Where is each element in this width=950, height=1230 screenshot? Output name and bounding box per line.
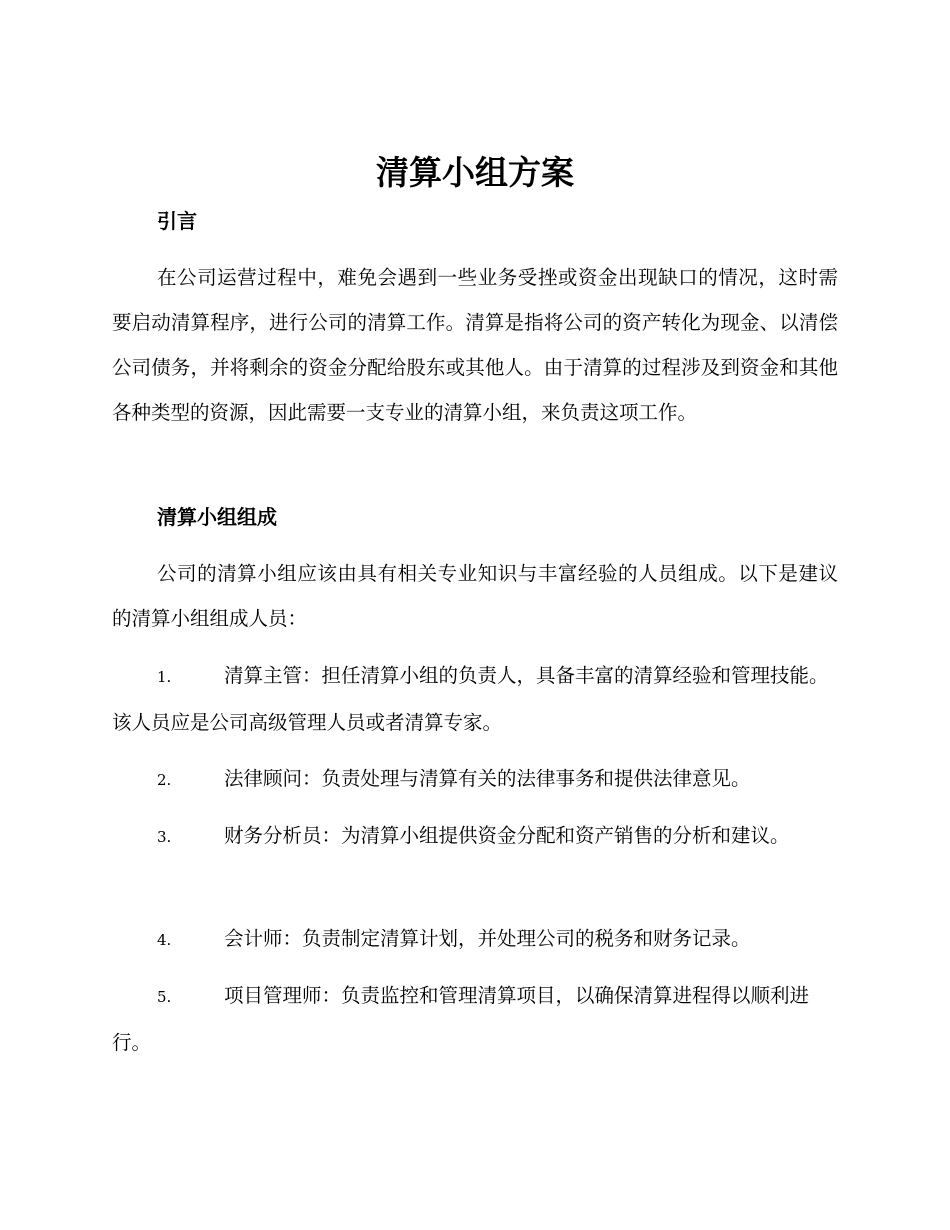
- document-title: 清算小组方案: [376, 153, 574, 192]
- list-number: 3.: [157, 828, 172, 846]
- list-number: 4.: [157, 931, 172, 949]
- list-number: 1.: [157, 668, 172, 686]
- list-item: [112, 916, 838, 963]
- list-item: [112, 813, 838, 860]
- team-heading: 清算小组组成: [157, 505, 277, 529]
- intro-heading: 引言: [157, 209, 197, 233]
- list-item: [112, 756, 838, 803]
- list-text: 财务分析员：为清算小组提供资金分配和资产销售的分析和建议。: [224, 824, 790, 847]
- intro-paragraph: 在公司运营过程中，难免会遇到一些业务受挫或资金出现缺口的情况，这时需要启动清算程序，进行公司的清算工作。清算是指将公司的资产转化为现金、以清偿公司债务，并将剩余的资金分配给股东或其他人。由于清算的过程涉及到资金和其他各种类型的资源，因此需要一支专业的清算小组，来负责这项工作。: [112, 266, 838, 424]
- list-number: 5.: [157, 988, 172, 1006]
- list-item: [112, 973, 838, 1065]
- list-number: 2.: [157, 771, 172, 789]
- list-item: [112, 653, 838, 745]
- list-text: 清算主管：担任清算小组的负责人，具备丰富的清算经验和管理技能。该人员应是公司高级管理人员或者清算专家。: [112, 664, 829, 734]
- list-text: 法律顾问：负责处理与清算有关的法律事务和提供法律意见。: [224, 767, 751, 790]
- list-text: 项目管理师：负责监控和管理清算项目，以确保清算进程得以顺利进行。: [112, 984, 810, 1054]
- list-text: 会计师：负责制定清算计划，并处理公司的税务和财务记录。: [224, 927, 751, 950]
- team-paragraph: 公司的清算小组应该由具有相关专业知识与丰富经验的人员组成。以下是建议的清算小组组成人员：: [112, 562, 838, 630]
